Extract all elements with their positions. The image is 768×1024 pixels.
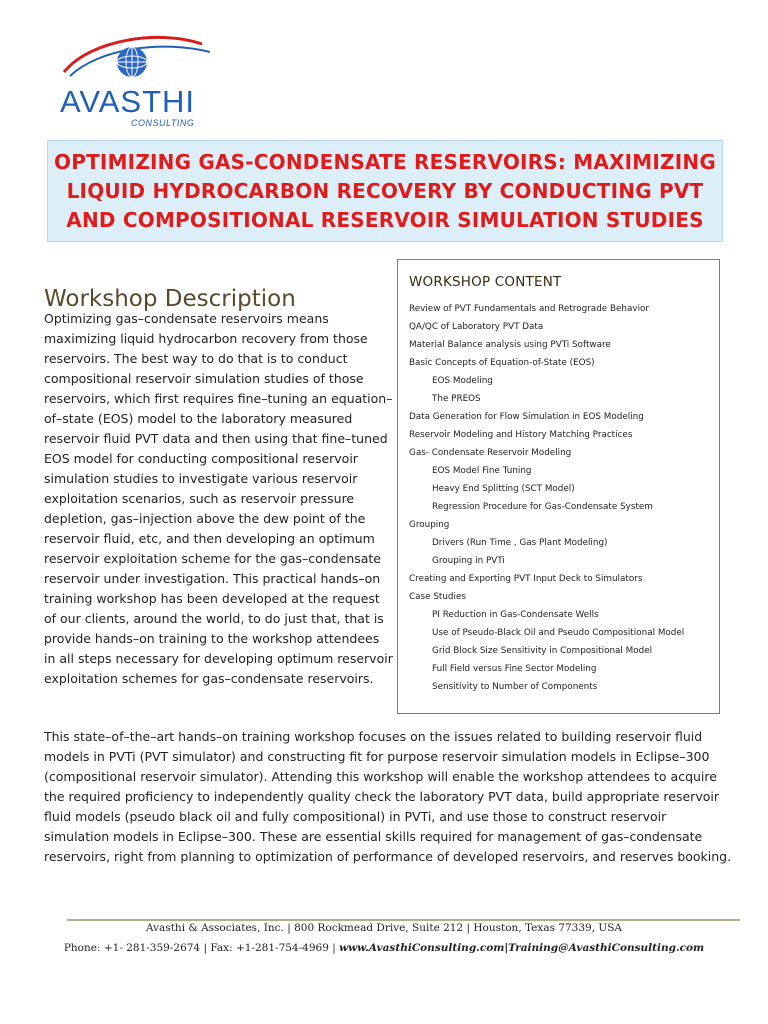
document-title: OPTIMIZING GAS-CONDENSATE RESERVOIRS: MAXIMIZING LIQUID HYDROCARBON RECOVERY BY CONDUCTING PVT AND COMPOSITIONAL RESERVOIR SIMULATION STUDIES (54, 149, 716, 232)
footer-phone-fax: Phone: +1- 281-359-2674 | Fax: +1-281-754-4969 | (63, 942, 340, 954)
content-list-item: QA/QC of Laboratory PVT Data (409, 322, 544, 332)
content-list-item: Review of PVT Fundamentals and Retrograde Behavior (409, 304, 650, 314)
workshop-description-heading: Workshop Description (44, 286, 296, 313)
content-list-item: PI Reduction in Gas-Condensate Wells (432, 610, 599, 620)
title-banner (47, 140, 723, 242)
content-list-item: Grouping (409, 520, 450, 530)
content-list-item: Material Balance analysis using PVTi Software (409, 340, 611, 350)
logo-name: AVASTHI (60, 84, 196, 119)
globe-icon (52, 32, 222, 92)
workshop-content-list (409, 300, 709, 696)
footer-address: Avasthi & Associates, Inc. | 800 Rockmead Drive, Suite 212 | Houston, Texas 77339, USA (145, 922, 623, 934)
content-list-item: Heavy End Splitting (SCT Model) (432, 484, 575, 494)
footer-web-email[interactable]: www.AvasthiConsulting.com|Training@AvasthiConsulting.com (339, 942, 705, 954)
content-list-item: Regression Procedure for Gas-Condensate System (432, 502, 653, 512)
content-list-item: Basic Concepts of Equation-of-State (EOS) (409, 358, 595, 368)
content-list-item: Creating and Exporting PVT Input Deck to Simulators (409, 574, 643, 584)
content-list-item: Gas- Condensate Reservoir Modeling (409, 448, 572, 458)
content-list-item: Data Generation for Flow Simulation in EOS Modeling (409, 412, 644, 422)
content-list-item: Sensitivity to Number of Components (432, 682, 598, 692)
company-logo (52, 32, 222, 132)
content-list-item: Use of Pseudo-Black Oil and Pseudo Compositional Model (432, 628, 685, 638)
content-list-item: The PREOS (432, 394, 481, 404)
workshop-focus-text: This state–of–the–art hands–on training workshop focuses on the issues related to building reservoir fluid models in PVTi (PVT simulator) and constructing fit for purpose reservoir simulation models in Eclipse–300 (compositional reservoir simulator). Attending this workshop will enable the workshop attendees to acquire the required proficiency to independently quality check the laboratory PVT data, build appropriate reservoir fluid models (pseudo black oil and fully compositional) in PVTi, and use those to construct reservoir simulation models in Eclipse–300. These are essential skills required for management of gas–condensate reservoirs, right from planning to optimization of performance of developed reservoirs, and reserves booking. (44, 729, 732, 864)
workshop-description-text: Optimizing gas–condensate reservoirs means maximizing liquid hydrocarbon recovery from those reservoirs. The best way to do that is to conduct compositional reservoir simulation studies of those reservoirs, which first requires fine–tuning an equation–of–state (EOS) model to the laboratory measured reservoir fluid PVT data and then using that fine–tuned EOS model for conducting compositional reservoir simulation studies to investigate various reservoir exploitation scenarios, such as reservoir pressure depletion, gas–injection above the dew point of the reservoir fluid, etc, and then developing an optimum reservoir exploitation scheme for the gas–condensate reservoir under investigation. This practical hands–on training workshop has been developed at the request of our clients, around the world, to do just that, that is provide hands–on training to the workshop attendees in all steps necessary for developing optimum reservoir exploitation schemes for gas–condensate reservoirs. (44, 311, 393, 686)
workshop-content-box (397, 259, 720, 714)
content-list-item: Full Field versus Fine Sector Modeling (432, 664, 597, 674)
logo-subtitle: CONSULTING (131, 118, 195, 128)
content-list-item: Reservoir Modeling and History Matching Practices (409, 430, 633, 440)
content-list-item: Grid Block Size Sensitivity in Compositional Model (432, 646, 653, 656)
footer-contact (0, 942, 768, 954)
content-list-item: Drivers (Run Time , Gas Plant Modeling) (432, 538, 608, 548)
content-list-item: Grouping in PVTi (432, 556, 505, 566)
footer-divider (67, 919, 740, 921)
workshop-content-title: WORKSHOP CONTENT (409, 274, 562, 290)
content-list-item: Case Studies (409, 592, 466, 602)
content-list-item: EOS Modeling (432, 376, 493, 386)
content-list-item: EOS Model Fine Tuning (432, 466, 532, 476)
